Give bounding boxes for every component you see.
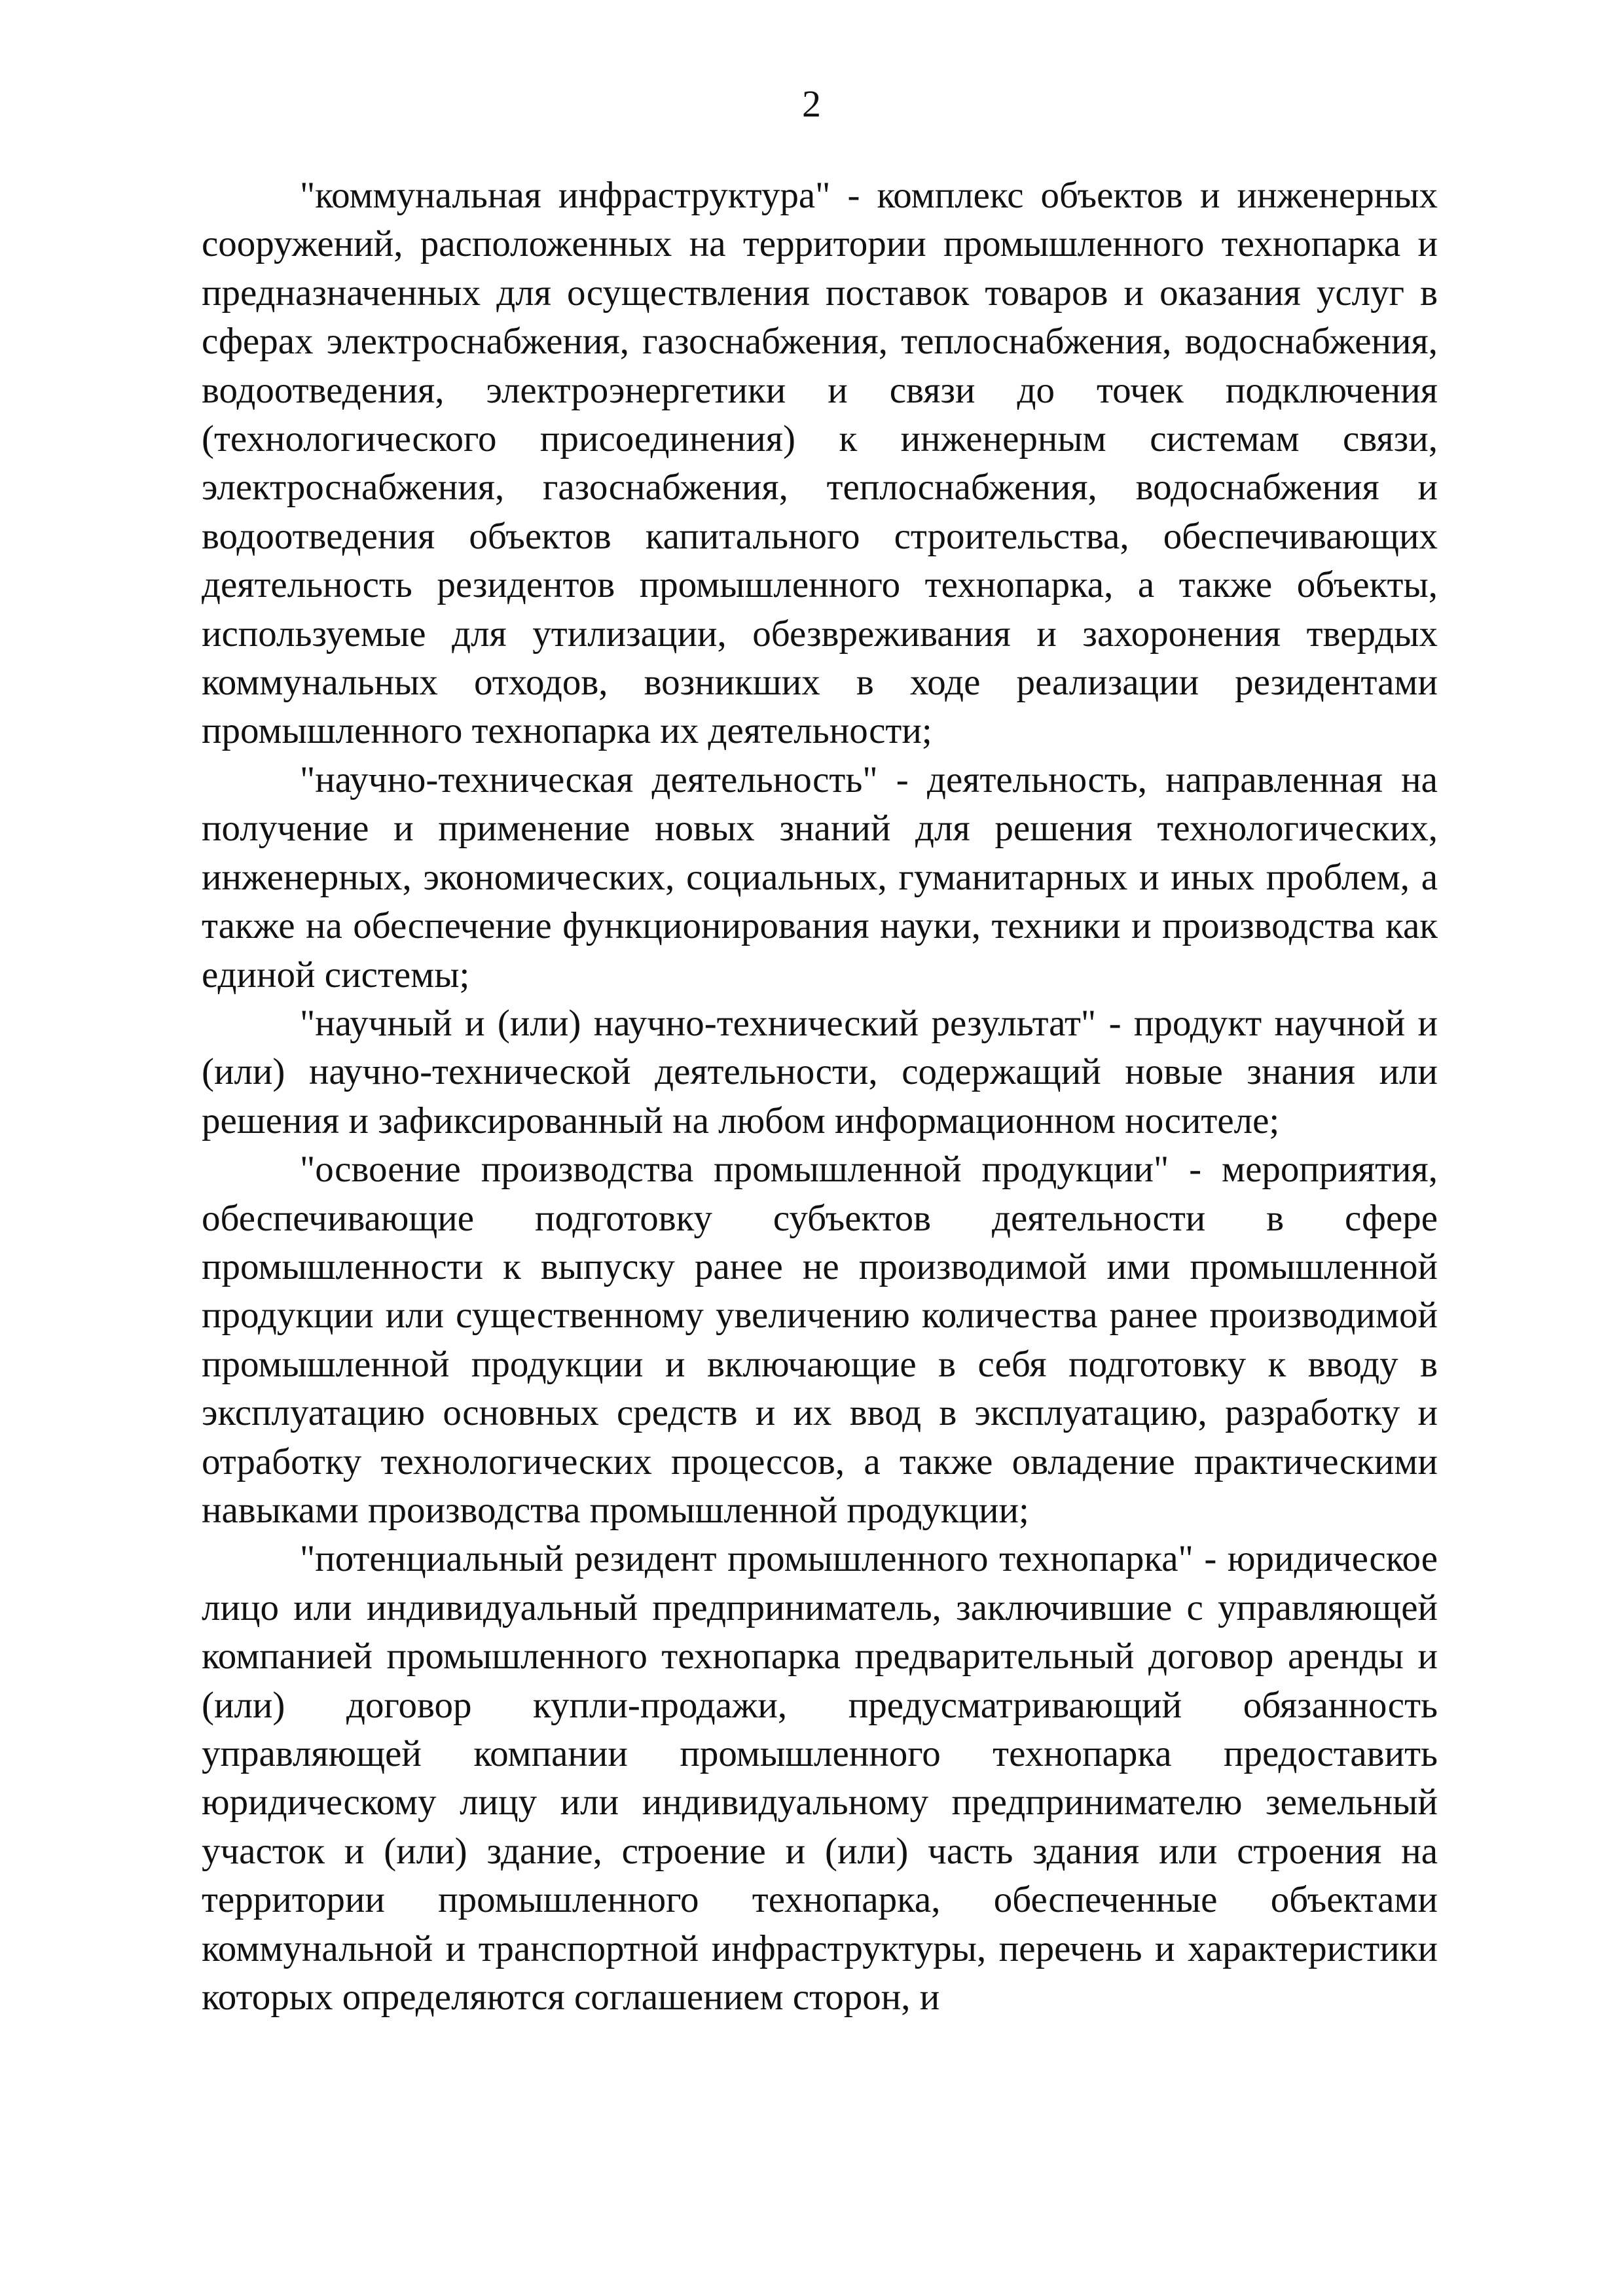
paragraph-scientific-result: "научный и (или) научно-технический результат" - продукт научной и (или) научно-технической деятельности, содержащий новые знания или решения и зафиксированный на любом информационном носителе;: [202, 1002, 1438, 1141]
document-body: [202, 171, 1438, 2022]
paragraph-communal-infrastructure: "коммунальная инфраструктура" - комплекс объектов и инженерных сооружений, расположенных на территории промышленного технопарка и предназначенных для осуществления поставок товаров и оказания услуг в сферах электроснабжения, газоснабжения, теплоснабжения, водоснабжения, водоотведения, электроэнергетики и связи до точек подключения (технологического присоединения) к инженерным системам связи, электроснабжения, газоснабжения, теплоснабжения, водоснабжения и водоотведения объектов капитального строительства, обеспечивающих деятельность резидентов промышленного технопарка, а также объекты, используемые для утилизации, обезвреживания и захоронения твердых коммунальных отходов, возникших в ходе реализации резидентами промышленного технопарка их деятельности;: [202, 175, 1438, 752]
page-number: 2: [802, 82, 821, 125]
paragraph-scientific-technical-activity: "научно-техническая деятельность" - деятельность, направленная на получение и применение новых знаний для решения технологических, инженерных, экономических, социальных, гуманитарных и иных проблем, а также на обеспечение функционирования науки, техники и производства как единой системы;: [202, 759, 1438, 996]
paragraph-production-development: "освоение производства промышленной продукции" - мероприятия, обеспечивающие подготовку субъектов деятельности в сфере промышленности к выпуску ранее не производимой ими промышленной продукции или существенному увеличению количества ранее производимой промышленной продукции и включающие в себя подготовку к вводу в эксплуатацию основных средств и их ввод в эксплуатацию, разработку и отработку технологических процессов, а также овладение практическими навыками производства промышленной продукции;: [202, 1149, 1438, 1531]
paragraph-potential-resident: "потенциальный резидент промышленного технопарка" - юридическое лицо или индивидуальный предприниматель, заключившие с управляющей компанией промышленного технопарка предварительный договор аренды и (или) договор купли-продажи, предусматривающий обязанность управляющей компании промышленного технопарка предоставить юридическому лицу или индивидуальному предпринимателю земельный участок и (или) здание, строение и (или) часть здания или строения на территории промышленного технопарка, обеспеченные объектами коммунальной и транспортной инфраструктуры, перечень и характеристики которых определяются соглашением сторон, и: [202, 1538, 1438, 2018]
